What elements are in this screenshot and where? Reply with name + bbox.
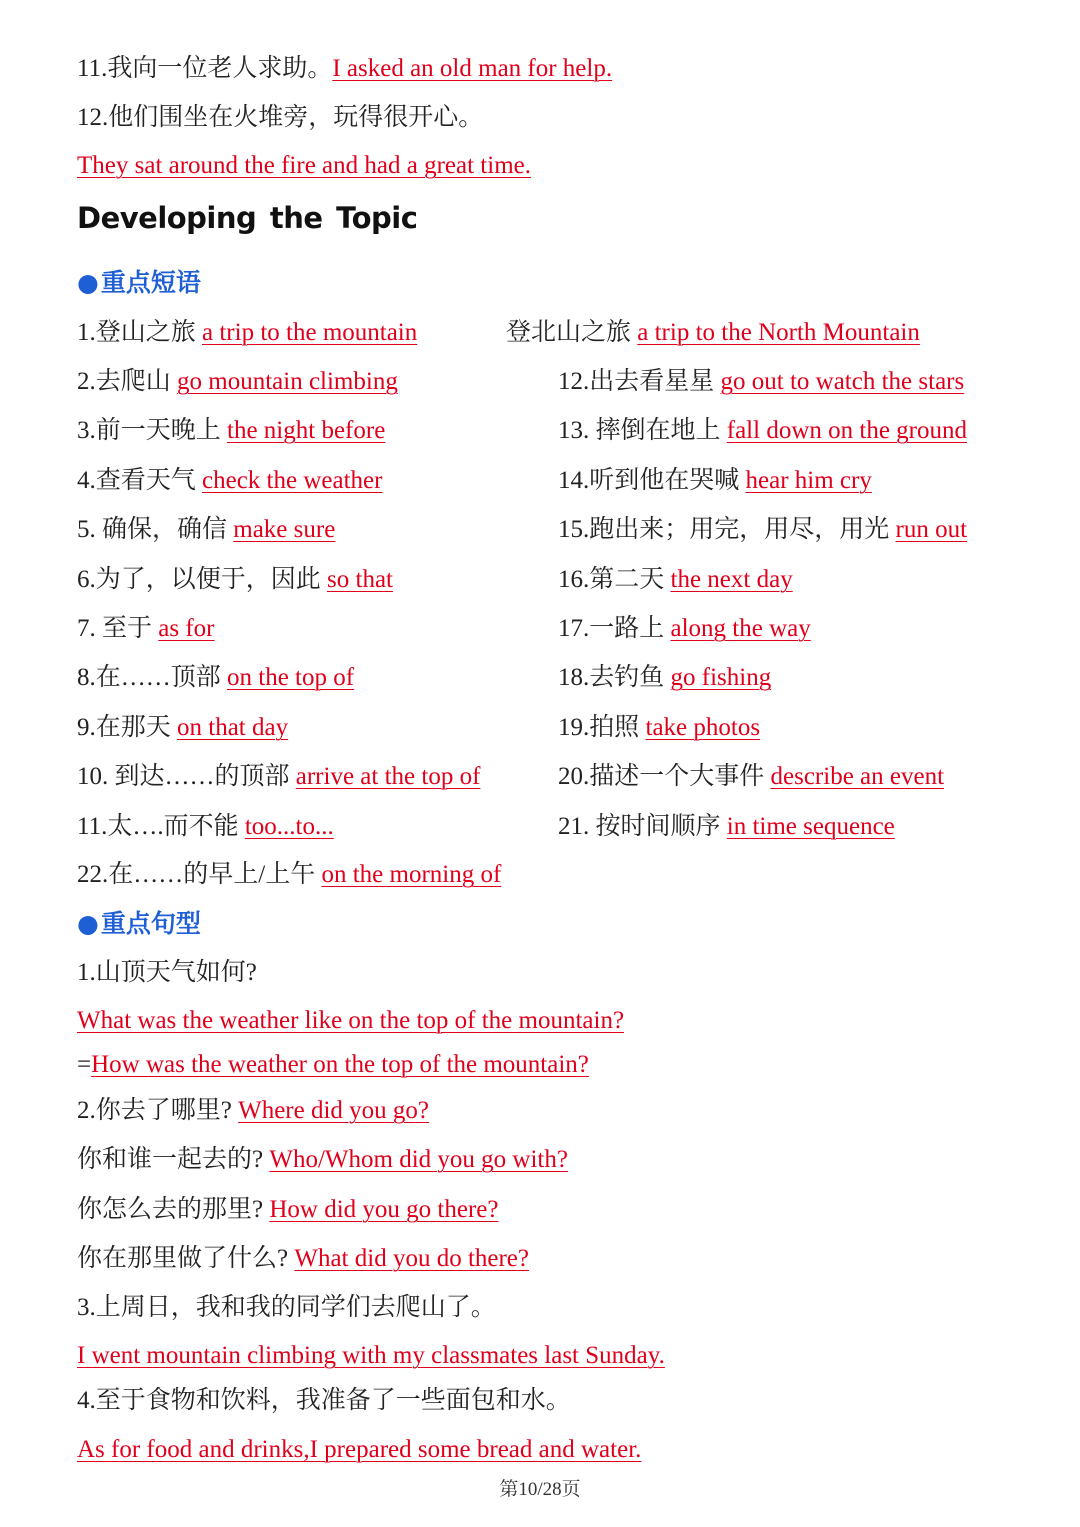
sentence-line	[77, 1339, 665, 1373]
answer-text: go fishing	[670, 664, 772, 691]
answer-text: make sure	[233, 516, 336, 543]
answer-text: Who/Whom did you go with?	[269, 1146, 568, 1173]
answer-text: What did you do there?	[294, 1245, 530, 1272]
prompt-text: 你在那里做了什么?	[77, 1245, 295, 1272]
answer-text: the night before	[227, 417, 386, 444]
prompt-text: 20.描述一个大事件	[558, 763, 771, 790]
exercise-line	[77, 52, 612, 86]
phrase-item	[77, 612, 215, 646]
phrase-item	[77, 858, 501, 892]
prompt-text: 7. 至于	[77, 615, 159, 642]
prompt-text: 11.我向一位老人求助。	[77, 55, 333, 82]
phrase-item	[77, 760, 480, 794]
bullet-icon: ●	[77, 909, 99, 938]
answer-text: the next day	[670, 566, 793, 593]
exercise-line	[77, 101, 483, 135]
answer-text: a trip to the North Mountain	[637, 319, 920, 346]
bullet-icon: ●	[77, 268, 99, 297]
phrase-item	[558, 612, 811, 646]
answer-text: a trip to the mountain	[202, 319, 418, 346]
sentence-line	[77, 1004, 624, 1038]
phrase-item	[77, 513, 335, 547]
answer-text: hear him cry	[745, 467, 872, 494]
phrase-item	[558, 563, 793, 597]
phrases-section-title: ●重点短语	[77, 268, 201, 297]
prompt-text: 2.去爬山	[77, 368, 178, 395]
phrase-item	[77, 365, 398, 399]
sentence-line	[77, 1291, 496, 1325]
phrase-item	[77, 464, 382, 498]
phrase-item	[558, 464, 872, 498]
prompt-text: 12.他们围坐在火堆旁，玩得很开心。	[77, 104, 484, 131]
answer-text: As for food and drinks,I prepared some bread and water.	[77, 1436, 642, 1463]
prompt-text: 10. 到达……的顶部	[77, 763, 296, 790]
exercise-line	[77, 149, 531, 183]
prompt-text: 你怎么去的那里?	[77, 1196, 270, 1223]
answer-text: on that day	[177, 714, 289, 741]
prompt-text: 2.你去了哪里?	[77, 1097, 239, 1124]
phrase-item	[558, 760, 944, 794]
prompt-text: 19.拍照	[558, 714, 646, 741]
answer-text: in time sequence	[726, 813, 895, 840]
answer-text: so that	[327, 566, 393, 593]
sentence-line	[77, 1193, 498, 1227]
phrase-item	[558, 513, 967, 547]
sentence-line	[77, 1384, 571, 1418]
phrase-item	[77, 563, 393, 597]
prompt-text: 14.听到他在哭喊	[558, 467, 746, 494]
prompt-text: 4.至于食物和饮料，我准备了一些面包和水。	[77, 1387, 571, 1414]
answer-text: Where did you go?	[238, 1097, 430, 1124]
answer-text: too...to...	[244, 813, 334, 840]
answer-text: on the morning of	[321, 861, 502, 888]
prompt-text: =	[77, 1051, 92, 1078]
phrase-item	[558, 414, 967, 448]
prompt-text: 22.在……的早上/上午	[77, 861, 322, 888]
answer-text: How was the weather on the top of the mountain?	[91, 1051, 589, 1078]
prompt-text: 11.太….而不能	[77, 813, 245, 840]
sentence-line	[77, 1094, 429, 1128]
answer-text: run out	[895, 516, 968, 543]
phrase-item	[506, 316, 926, 350]
answer-text: What was the weather like on the top of the mountain?	[77, 1007, 625, 1034]
sentence-line	[77, 1143, 568, 1177]
prompt-text: 1.登山之旅	[77, 319, 203, 346]
answer-text: How did you go there?	[269, 1196, 499, 1223]
prompt-text: 登北山之旅	[506, 319, 638, 346]
answer-text: fall down on the ground	[726, 417, 967, 444]
phrase-item	[77, 316, 423, 350]
answer-text: I asked an old man for help.	[332, 55, 613, 82]
answer-text: go mountain climbing	[177, 368, 398, 395]
prompt-text: 13. 摔倒在地上	[558, 417, 727, 444]
answer-text: along the way	[670, 615, 811, 642]
prompt-text: 21. 按时间顺序	[558, 813, 727, 840]
prompt-text: 1.山顶天气如何?	[77, 959, 257, 986]
answer-text: take photos	[645, 714, 761, 741]
phrase-item	[77, 810, 334, 844]
phrase-item	[558, 365, 964, 399]
answer-text: arrive at the top of	[295, 763, 481, 790]
section-heading: Developing the Topic	[77, 201, 418, 235]
prompt-text: 6.为了，以便于，因此	[77, 566, 328, 593]
prompt-text: 8.在……顶部	[77, 664, 228, 691]
prompt-text: 12.出去看星星	[558, 368, 721, 395]
prompt-text: 3.前一天晚上	[77, 417, 228, 444]
prompt-text: 9.在那天	[77, 714, 178, 741]
answer-text: on the top of	[227, 664, 355, 691]
sentence-line	[77, 1433, 641, 1467]
prompt-text: 你和谁一起去的?	[77, 1146, 270, 1173]
answer-text: check the weather	[202, 467, 383, 494]
prompt-text: 16.第二天	[558, 566, 671, 593]
phrase-item	[558, 661, 771, 695]
sentences-section-title: ●重点句型	[77, 909, 201, 938]
phrase-item	[77, 414, 385, 448]
phrase-item	[77, 711, 288, 745]
phrase-item	[558, 810, 895, 844]
prompt-text: 15.跑出来；用完，用尽，用光	[558, 516, 896, 543]
answer-text: describe an event	[770, 763, 945, 790]
prompt-text: 3.上周日，我和我的同学们去爬山了。	[77, 1294, 496, 1321]
answer-text: go out to watch the stars	[720, 368, 965, 395]
prompt-text: 5. 确保，确信	[77, 516, 234, 543]
sentence-line	[77, 956, 257, 990]
sentence-line	[77, 1048, 589, 1082]
page-number: 第10/28页	[499, 1479, 581, 1500]
phrase-item	[558, 711, 760, 745]
answer-text: I went mountain climbing with my classmates last Sunday.	[77, 1342, 665, 1369]
prompt-text: 4.查看天气	[77, 467, 203, 494]
sentence-line	[77, 1242, 529, 1276]
answer-text: They sat around the fire and had a great time.	[77, 152, 531, 179]
prompt-text: 17.一路上	[558, 615, 671, 642]
prompt-text: 18.去钓鱼	[558, 664, 671, 691]
phrase-item	[77, 661, 354, 695]
answer-text: as for	[158, 615, 215, 642]
